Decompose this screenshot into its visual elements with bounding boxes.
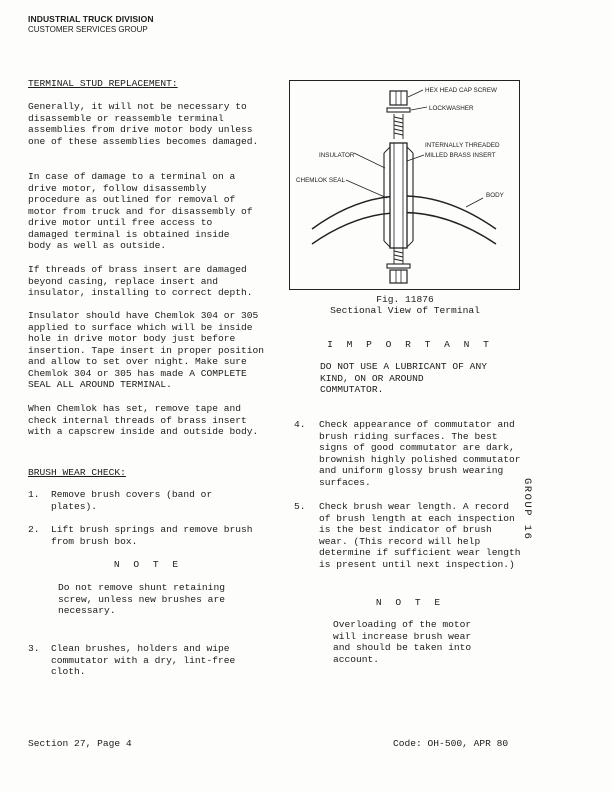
screw-thread-bottom	[394, 248, 403, 264]
brush-step-1	[28, 489, 253, 512]
label-seal: CHEMLOK SEAL	[296, 177, 345, 184]
step-text: Lift brush springs and remove brush from brush box.	[51, 524, 253, 547]
step-text: Remove brush covers (band or plates).	[51, 489, 213, 512]
brush-wear-heading: BRUSH WEAR CHECK:	[28, 467, 126, 478]
step-text: Check appearance of commutator and brush riding surfaces. The best signs of good commutator are dark, brownish highly polished commutator and uniform glossy brush wearing surfaces.	[319, 419, 521, 488]
group-side-tab: GROUP 16	[521, 478, 533, 541]
brush-step-5	[294, 501, 522, 570]
step-number: 4.	[294, 419, 306, 430]
note-text-2: Overloading of the motor will increase brush wear and should be taken into account.	[333, 619, 472, 665]
note-text-1: Do not remove shunt retaining screw, unless new brushes are necessary.	[58, 582, 225, 616]
hex-head-bottom	[390, 270, 407, 283]
lockwasher-bottom	[387, 264, 410, 268]
label-body: BODY	[486, 192, 504, 199]
step-number: 3.	[28, 643, 40, 654]
terminal-paragraph-3: If threads of brass insert are damaged beyond casing, replace insert and insulator, installing to correct depth.	[28, 264, 253, 298]
step-text: Check brush wear length. A record of brush length at each inspection is the best indicator of brush wear. (This record will help determine if sufficient wear length is present until next inspection.)	[319, 501, 521, 570]
note-title-1: N O T E	[113, 559, 183, 570]
brass-insert	[390, 143, 407, 248]
figure-caption-1: Fig. 11876	[376, 294, 434, 305]
label-insulator: INSULATOR	[319, 152, 355, 159]
footer-code: Code: OH-500, APR 80	[393, 738, 509, 749]
terminal-stud-heading: TERMINAL STUD REPLACEMENT:	[28, 78, 178, 89]
group-header: CUSTOMER SERVICES GROUP	[28, 25, 148, 34]
brush-step-3	[28, 643, 253, 678]
label-insert-line1: INTERNALLY THREADED	[425, 142, 500, 149]
footer-page: Section 27, Page 4	[28, 738, 132, 749]
note-title-2: N O T E	[375, 597, 445, 608]
figure-caption-2: Sectional View of Terminal	[330, 305, 480, 316]
division-header: INDUSTRIAL TRUCK DIVISION	[28, 14, 154, 24]
label-insert-line2: MILLED BRASS INSERT	[425, 152, 496, 159]
important-text: DO NOT USE A LUBRICANT OF ANY KIND, ON OR AROUND COMMUTATOR.	[320, 361, 487, 395]
screw-thread-top	[394, 114, 403, 139]
hex-head-top	[390, 91, 407, 105]
terminal-paragraph-5: When Chemlok has set, remove tape and check internal threads of brass insert with a capscrew inside and outside body.	[28, 403, 259, 437]
step-text: Clean brushes, holders and wipe commutator with a dry, lint-free cloth.	[51, 643, 236, 677]
terminal-diagram	[290, 81, 519, 289]
step-number: 2.	[28, 524, 40, 535]
terminal-paragraph-1: Generally, it will not be necessary to disassemble or reassemble terminal assemblies from drive motor body unless one of these assemblies becomes damaged.	[28, 101, 259, 147]
label-cap-screw: HEX HEAD CAP SCREW	[425, 87, 497, 94]
brush-step-4	[294, 419, 522, 488]
label-lockwasher: LOCKWASHER	[429, 105, 474, 112]
step-number: 5.	[294, 501, 306, 512]
brush-step-2	[28, 524, 268, 547]
terminal-figure	[289, 80, 520, 290]
important-title: I M P O R T A N T	[327, 339, 493, 350]
terminal-paragraph-4: Insulator should have Chemlok 304 or 305 applied to surface which will be inside hole in drive motor body just before insertion. Tape insert in proper position and allow to set over night. Make sure Chemlok 304 or 305 has made A COMPLETE SEAL ALL AROUND TERMINAL.	[28, 310, 265, 390]
lockwasher-top	[387, 108, 410, 112]
terminal-paragraph-2: In case of damage to a terminal on a drive motor, follow disassembly procedure as outlined for removal of motor from truck and for disassembly of drive motor until free access to damaged terminal is obtained inside body as well as outside.	[28, 171, 253, 251]
step-number: 1.	[28, 489, 40, 500]
